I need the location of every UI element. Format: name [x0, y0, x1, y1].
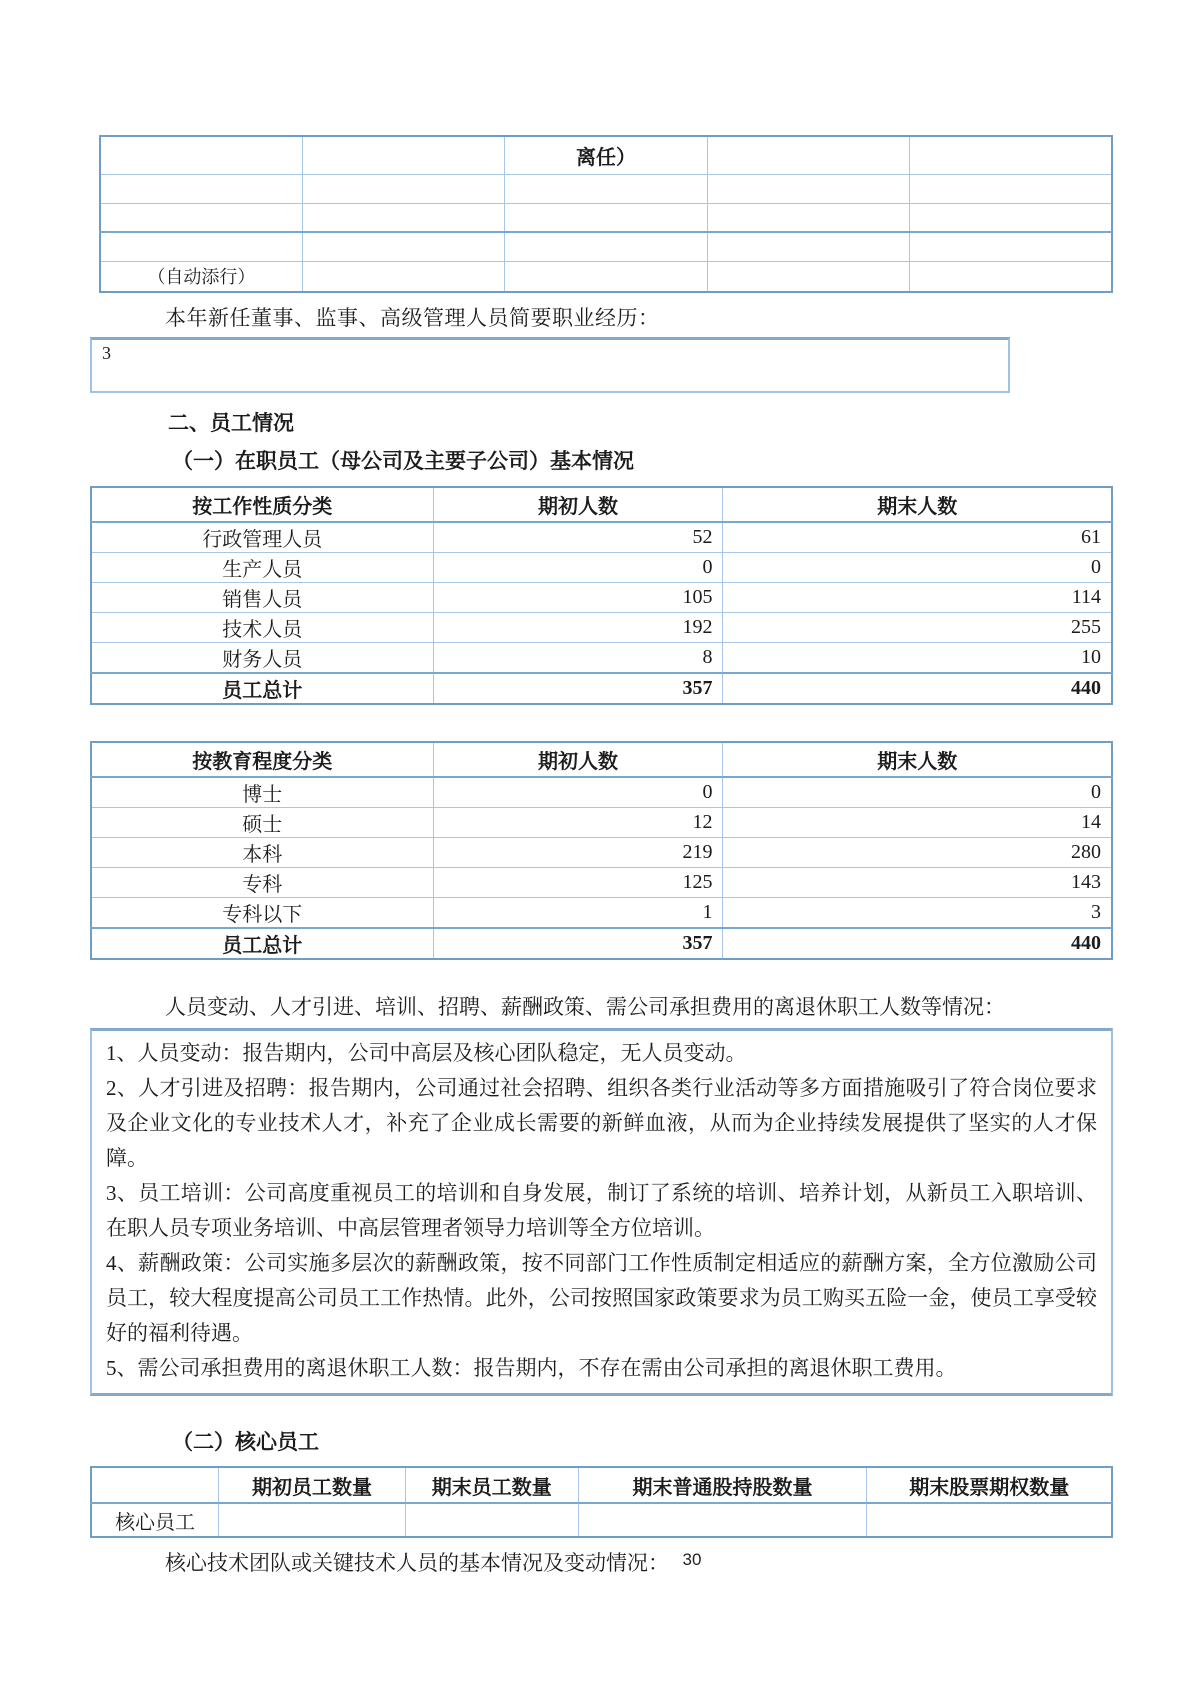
subsection1-title: （一）在职员工（母公司及主要子公司）基本情况: [172, 449, 634, 473]
value-cell: 12: [433, 808, 723, 838]
row-label: 员工总计: [91, 673, 433, 704]
value-cell: 125: [433, 868, 723, 898]
hr-note-title: 人员变动、人才引进、培训、招聘、薪酬政策、需公司承担费用的离退休职工人数等情况：: [165, 995, 1005, 1019]
page-number: 30: [682, 1550, 702, 1569]
row-label: 本科: [91, 838, 433, 868]
core-note: 核心技术团队或关键技术人员的基本情况及变动情况：: [165, 1551, 669, 1575]
empty-cell: [505, 203, 707, 232]
value-cell: 0: [433, 777, 723, 808]
row-label: 财务人员: [91, 643, 433, 674]
empty-cell: [910, 232, 1112, 261]
value-cell: 0: [723, 777, 1112, 808]
table-header-row: [91, 1467, 1112, 1503]
auto-add-row-label: （自动添行）: [100, 261, 302, 292]
value-cell: 440: [723, 673, 1112, 704]
empty-cell: [302, 261, 504, 292]
table-row: [91, 583, 1112, 613]
empty-cell: [405, 1503, 578, 1537]
empty-cell: [505, 232, 707, 261]
empty-cell: [302, 203, 504, 232]
row-label: 员工总计: [91, 928, 433, 959]
table-row: [100, 174, 1112, 203]
column-header: 期末普通股持股数量: [578, 1467, 867, 1503]
value-cell: 14: [723, 808, 1112, 838]
empty-cell: [578, 1503, 867, 1537]
document-page: [90, 0, 1113, 1577]
table-header-row: [91, 742, 1112, 777]
row-label: 专科以下: [91, 898, 433, 929]
subsection2-title: （二）核心员工: [172, 1430, 319, 1454]
empty-cell: [100, 136, 302, 174]
table-row: [100, 136, 1112, 174]
row-label: 技术人员: [91, 613, 433, 643]
value-cell: 280: [723, 838, 1112, 868]
row-label: 销售人员: [91, 583, 433, 613]
empty-cell: [707, 232, 909, 261]
value-cell: 357: [433, 673, 723, 704]
table-row: [91, 898, 1112, 929]
table-row: [91, 522, 1112, 553]
section-title: 二、员工情况: [168, 411, 294, 435]
hr-notes-box: [90, 1028, 1113, 1396]
bio-text-box[interactable]: 3: [90, 337, 1010, 393]
empty-cell: [302, 174, 504, 203]
empty-cell: [707, 261, 909, 292]
table-row: [91, 643, 1112, 674]
row-label: 专科: [91, 868, 433, 898]
table-row: [100, 232, 1112, 261]
value-cell: 0: [723, 553, 1112, 583]
empty-cell: [867, 1503, 1112, 1537]
table-row: [100, 203, 1112, 232]
column-header: 期末人数: [723, 487, 1112, 522]
value-cell: 440: [723, 928, 1112, 959]
empty-cell: [100, 232, 302, 261]
column-header: 期末股票期权数量: [867, 1467, 1112, 1503]
value-cell: 357: [433, 928, 723, 959]
table-row: [91, 1503, 1112, 1537]
table-row: [91, 868, 1112, 898]
empty-cell: [910, 203, 1112, 232]
empty-cell: [707, 136, 909, 174]
empty-cell: [100, 203, 302, 232]
hr-note-item: 1、人员变动：报告期内，公司中高层及核心团队稳定，无人员变动。: [106, 1041, 747, 1065]
column-header: 期末人数: [723, 742, 1112, 777]
row-label: 生产人员: [91, 553, 433, 583]
value-cell: 52: [433, 522, 723, 553]
empty-cell: [910, 174, 1112, 203]
empty-cell: [707, 203, 909, 232]
row-label: 行政管理人员: [91, 522, 433, 553]
column-header: 按教育程度分类: [91, 742, 433, 777]
hr-note-item: 3、员工培训：公司高度重视员工的培训和自身发展，制订了系统的培训、培养计划，从新员工入职培训、在职人员专项业务培训、中高层管理者领导力培训等全方位培训。: [106, 1181, 1097, 1240]
empty-cell: [505, 261, 707, 292]
total-row: [91, 673, 1112, 704]
value-cell: 219: [433, 838, 723, 868]
hr-note-item: 5、需公司承担费用的离退休职工人数：报告期内，不存在需由公司承担的离退休职工费用。: [106, 1356, 957, 1380]
empty-cell: [91, 1467, 219, 1503]
column-header: 按工作性质分类: [91, 487, 433, 522]
value-cell: 0: [433, 553, 723, 583]
table-row: [91, 838, 1112, 868]
hr-note-item: 2、人才引进及招聘：报告期内，公司通过社会招聘、组织各类行业活动等多方面措施吸引了符合岗位要求及企业文化的专业技术人才，补充了企业成长需要的新鲜血液，从而为企业持续发展提供了坚实的人才保障。: [106, 1076, 1097, 1170]
value-cell: 10: [723, 643, 1112, 674]
table-row: [91, 553, 1112, 583]
auto-add-row: [100, 261, 1112, 292]
value-cell: 192: [433, 613, 723, 643]
value-cell: 1: [433, 898, 723, 929]
empty-cell: [505, 174, 707, 203]
table-row: [91, 808, 1112, 838]
bio-label: 本年新任董事、监事、高级管理人员简要职业经历：: [165, 306, 660, 330]
core-employee-table: [90, 1466, 1113, 1538]
column-header: 期末员工数量: [405, 1467, 578, 1503]
empty-cell: [302, 232, 504, 261]
work-nature-table: [90, 486, 1113, 705]
value-cell: 114: [723, 583, 1112, 613]
empty-cell: [910, 261, 1112, 292]
column-header: 期初员工数量: [219, 1467, 406, 1503]
column-header: 期初人数: [433, 487, 723, 522]
table-row: [91, 613, 1112, 643]
value-cell: 61: [723, 522, 1112, 553]
empty-cell: [100, 174, 302, 203]
departure-table: [99, 135, 1113, 293]
table-header-row: [91, 487, 1112, 522]
value-cell: 255: [723, 613, 1112, 643]
value-cell: 143: [723, 868, 1112, 898]
value-cell: 3: [723, 898, 1112, 929]
table-row: [91, 777, 1112, 808]
empty-cell: [707, 174, 909, 203]
departure-header-cell: 离任）: [505, 136, 707, 174]
empty-cell: [219, 1503, 406, 1537]
value-cell: 105: [433, 583, 723, 613]
row-label: 硕士: [91, 808, 433, 838]
hr-note-item: 4、薪酬政策：公司实施多层次的薪酬政策，按不同部门工作性质制定相适应的薪酬方案，全方位激励公司员工，较大程度提高公司员工工作热情。此外，公司按照国家政策要求为员工购买五险一金，使员工享受较好的福利待遇。: [106, 1251, 1097, 1345]
empty-cell: [910, 136, 1112, 174]
row-label: 核心员工: [91, 1503, 219, 1537]
empty-cell: [302, 136, 504, 174]
row-label: 博士: [91, 777, 433, 808]
value-cell: 8: [433, 643, 723, 674]
total-row: [91, 928, 1112, 959]
education-table: [90, 741, 1113, 960]
column-header: 期初人数: [433, 742, 723, 777]
